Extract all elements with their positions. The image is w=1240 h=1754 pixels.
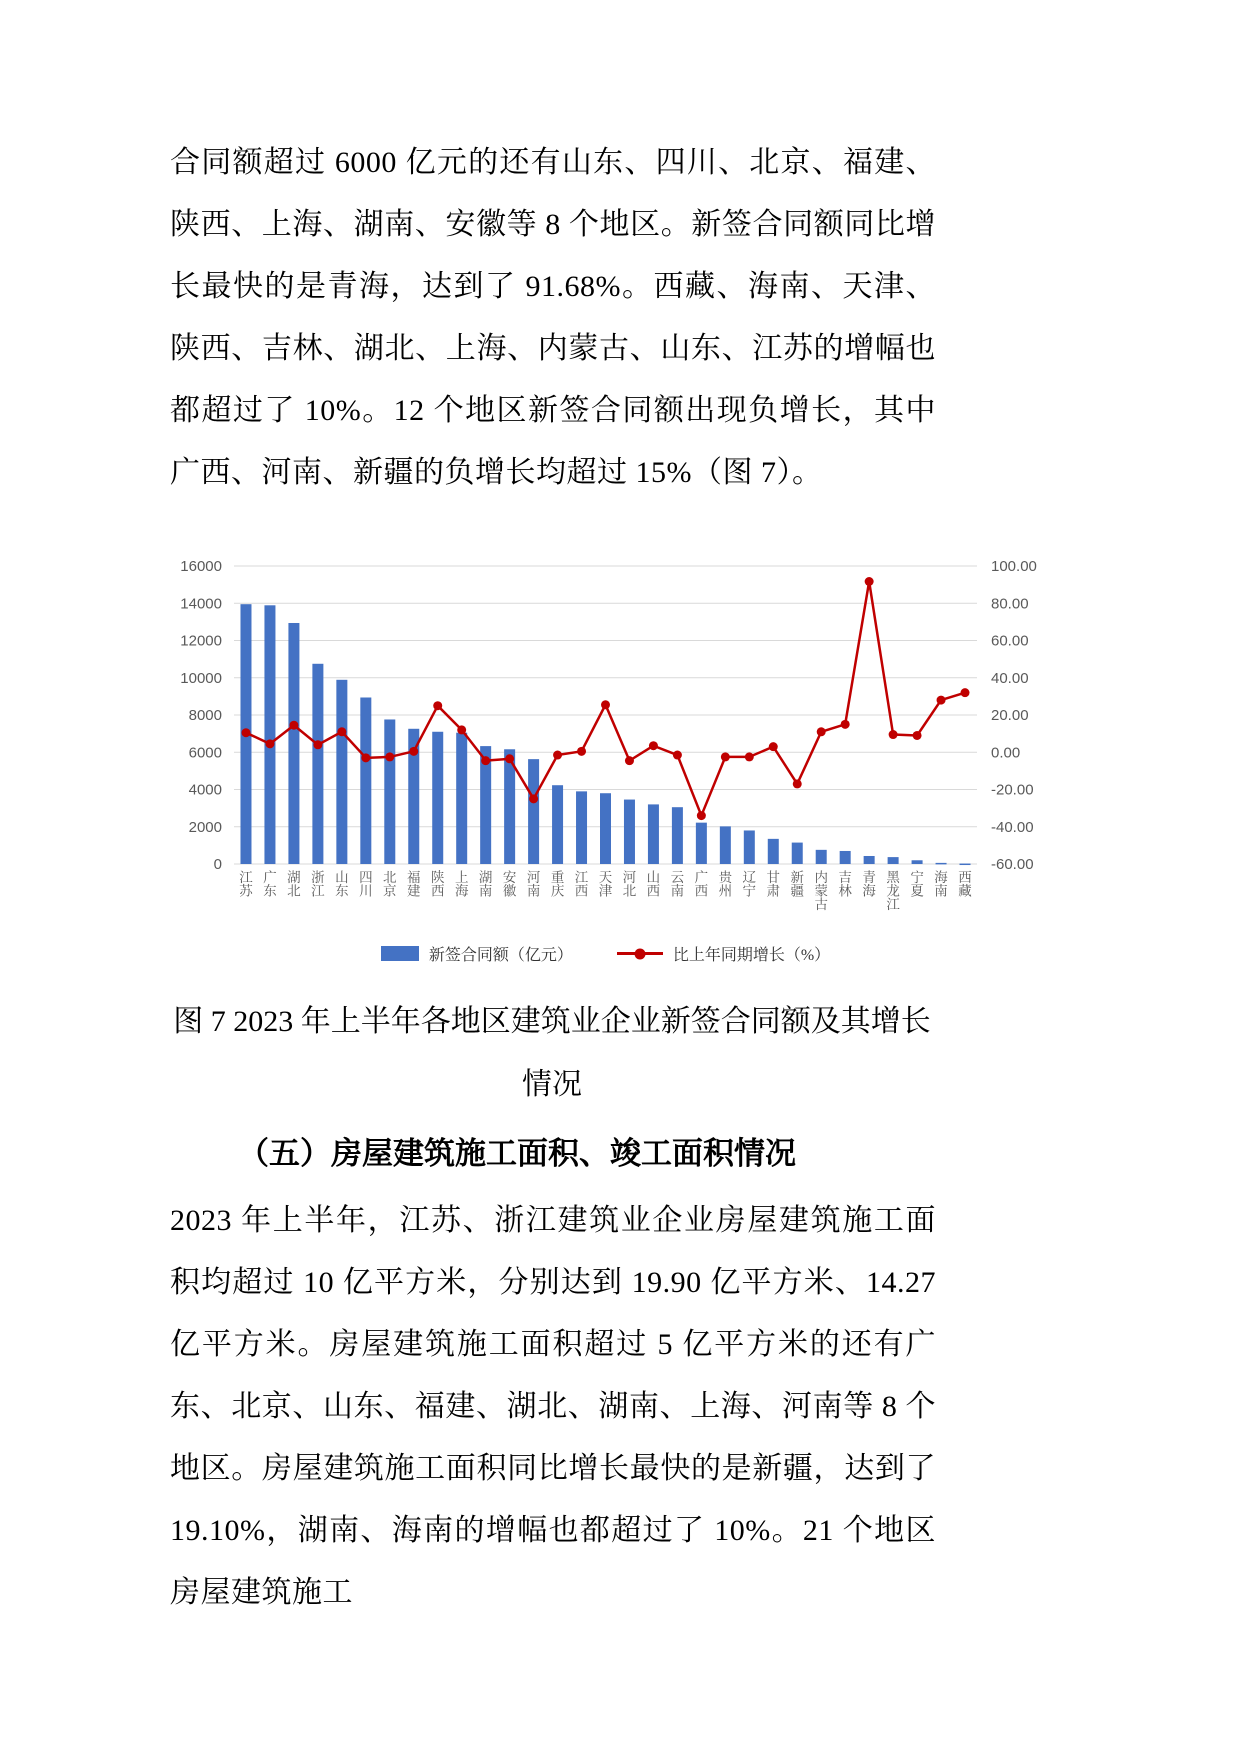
left-axis-labels: [180, 558, 222, 873]
line-point-新疆: [793, 779, 802, 788]
line-point-河南: [529, 794, 538, 803]
figure7-caption: [152, 990, 952, 1116]
line-point-宁夏: [913, 731, 922, 740]
x-axis-label-福建: 福建: [407, 870, 421, 899]
bar-青海: [864, 856, 875, 864]
x-axis-label-河北: 河北: [622, 870, 637, 899]
line-point-北京: [385, 752, 394, 761]
right-axis-tick-label: 40.00: [991, 669, 1029, 687]
x-axis-label-宁夏: 宁夏: [910, 870, 924, 899]
figure7: [170, 506, 1240, 1116]
x-axis-label-山西: 山西: [646, 870, 661, 899]
bar-黑龙江: [888, 857, 899, 864]
legend-item-bar-series: [381, 942, 573, 965]
bar-河北: [624, 800, 635, 864]
right-axis-tick-label: 80.00: [991, 595, 1029, 613]
bar-江西: [576, 791, 587, 864]
x-axis-label-云南: 云南: [670, 870, 685, 899]
line-point-内蒙古: [817, 727, 826, 736]
bar-内蒙古: [816, 850, 827, 864]
x-axis-label-安徽: 安徽: [502, 870, 517, 899]
line-point-福建: [409, 747, 418, 756]
bar-湖北: [288, 623, 299, 864]
line-point-安徽: [505, 754, 514, 763]
line-point-四川: [361, 753, 370, 762]
x-axis-label-青海: 青海: [862, 870, 876, 899]
line-point-广西: [697, 811, 706, 820]
line-series-group: [241, 577, 969, 820]
x-axis-label-天津: 天津: [598, 870, 613, 899]
bar-西藏: [960, 864, 971, 866]
right-axis-tick-label: -20.00: [991, 781, 1034, 799]
line-point-山东: [337, 727, 346, 736]
figure7-chart: [152, 506, 1107, 976]
right-axis-tick-label: -60.00: [991, 856, 1034, 873]
line-series-swatch-icon: [617, 952, 663, 955]
line-point-重庆: [553, 751, 562, 760]
line-point-江西: [577, 747, 586, 756]
x-axis-label-黑龙江: 黑龙江: [886, 870, 900, 912]
x-axis-label-甘肃: 甘肃: [766, 870, 781, 899]
x-axis-labels: [239, 869, 972, 912]
x-axis-label-贵州: 贵州: [718, 870, 733, 899]
bar-series-label: 新签合同额（亿元）: [428, 947, 573, 964]
left-axis-tick-label: 10000: [180, 669, 222, 687]
bar-四川: [360, 697, 371, 864]
line-point-海南: [937, 696, 946, 705]
x-axis-label-山东: 山东: [335, 870, 349, 899]
left-axis-tick-label: 12000: [180, 632, 222, 650]
bar-云南: [672, 807, 683, 864]
growth-line: [246, 581, 965, 815]
bar-陕西: [432, 732, 443, 864]
x-axis-label-浙江: 浙江: [311, 870, 325, 899]
line-point-河北: [625, 756, 634, 765]
x-axis-label-西藏: 西藏: [958, 870, 972, 899]
bar-上海: [456, 733, 467, 864]
x-axis-label-广西: 广西: [694, 870, 709, 899]
left-axis-tick-label: 14000: [180, 595, 222, 613]
left-axis-tick-label: 2000: [188, 818, 222, 836]
right-axis-tick-label: 100.00: [991, 558, 1037, 575]
x-axis-label-内蒙古: 内蒙古: [814, 870, 828, 912]
line-point-贵州: [721, 752, 730, 761]
x-axis-label-江苏: 江苏: [239, 870, 253, 899]
left-axis-tick-label: 4000: [188, 781, 222, 799]
line-point-云南: [673, 751, 682, 760]
right-axis-tick-label: 60.00: [991, 632, 1029, 650]
bar-甘肃: [768, 839, 779, 864]
bar-贵州: [720, 826, 731, 864]
bar-浙江: [312, 664, 323, 864]
x-axis-label-北京: 北京: [383, 870, 397, 899]
line-point-青海: [865, 577, 874, 586]
bar-广西: [696, 823, 707, 864]
line-point-陕西: [433, 701, 442, 710]
line-point-甘肃: [769, 742, 778, 751]
right-axis-tick-label: -40.00: [991, 818, 1034, 836]
x-axis-label-广东: 广东: [263, 870, 277, 899]
x-axis-label-重庆: 重庆: [550, 870, 565, 899]
bar-广东: [264, 605, 275, 864]
legend-item-line-series: [617, 942, 830, 965]
bar-天津: [600, 793, 611, 864]
line-point-辽宁: [745, 752, 754, 761]
line-point-上海: [457, 725, 466, 734]
bar-海南: [936, 863, 947, 865]
line-point-西藏: [961, 688, 970, 697]
x-axis-label-四川: 四川: [359, 870, 373, 899]
bar-重庆: [552, 785, 563, 864]
line-point-湖南: [481, 756, 490, 765]
right-axis-tick-label: 20.00: [991, 707, 1029, 724]
x-axis-label-吉林: 吉林: [838, 870, 852, 899]
bar-山西: [648, 804, 659, 864]
line-point-吉林: [841, 720, 850, 729]
bar-series-swatch-icon: [381, 946, 419, 961]
bar-北京: [384, 719, 395, 864]
chart-legend: [234, 942, 977, 965]
line-point-广东: [265, 739, 274, 748]
x-axis-label-河南: 河南: [526, 870, 541, 899]
right-axis-labels: [991, 558, 1037, 873]
bar-山东: [336, 680, 347, 864]
line-point-山西: [649, 741, 658, 750]
line-point-浙江: [313, 740, 322, 749]
x-axis-label-上海: 上海: [454, 870, 469, 899]
paragraph-contracts: 合同额超过 6000 亿元的还有山东、四川、北京、福建、陕西、上海、湖南、安徽等 8 个地区。新签合同额同比增长最快的是青海，达到了 91.68%。西藏、海南、天津、陕西、吉林、湖北、上海、内蒙古、山东、江苏的增幅也都超过了 10%。12 个地区新签合同额出现负增长，其中广西、河南、新疆的负增长均超过 15%（图 7）。: [170, 146, 936, 489]
line-point-天津: [601, 700, 610, 709]
x-axis-label-湖南: 湖南: [478, 870, 493, 899]
section-heading: （五）房屋建筑施工面积、竣工面积情况: [238, 1136, 796, 1171]
figure7-caption-line1: 图 7 2023 年上半年各地区建筑业企业新签合同额及其增长: [173, 1005, 931, 1038]
x-axis-label-新疆: 新疆: [790, 870, 804, 899]
right-axis-tick-label: 0.00: [991, 744, 1021, 762]
line-series-label: 比上年同期增长（%）: [672, 947, 831, 964]
bar-吉林: [840, 851, 851, 864]
bar-河南: [528, 759, 539, 864]
bar-辽宁: [744, 830, 755, 864]
x-axis-label-陕西: 陕西: [430, 870, 445, 899]
left-axis-tick-label: 16000: [180, 558, 222, 575]
bar-series-group: [240, 604, 970, 865]
x-axis-label-辽宁: 辽宁: [742, 870, 757, 899]
bar-新疆: [792, 843, 803, 864]
paragraph-floor-area: 2023 年上半年，江苏、浙江建筑业企业房屋建筑施工面积均超过 10 亿平方米，分别达到 19.90 亿平方米、14.27 亿平方米。房屋建筑施工面积超过 5 亿平方米的还有广东、北京、山东、福建、湖北、湖南、上海、河南等 8 个地区。房屋建筑施工面积同比增长最快的是新疆，达到了 19.10%，湖南、海南的增幅也都超过了 10%。21 个地区房屋建筑施工: [170, 1204, 936, 1609]
line-point-江苏: [241, 728, 250, 737]
line-point-黑龙江: [889, 730, 898, 739]
left-axis-tick-label: 6000: [188, 744, 222, 762]
left-axis-tick-label: 8000: [188, 707, 222, 724]
line-series-dot-icon: [634, 948, 645, 959]
x-axis-label-湖北: 湖北: [287, 870, 301, 899]
bar-宁夏: [912, 860, 923, 864]
left-axis-tick-label: 0: [213, 856, 222, 873]
line-point-湖北: [289, 721, 298, 730]
x-axis-label-海南: 海南: [934, 870, 948, 899]
x-axis-label-江西: 江西: [574, 870, 589, 899]
combo-chart-svg: [152, 506, 1107, 976]
figure7-caption-line2: 情况: [522, 1068, 582, 1101]
